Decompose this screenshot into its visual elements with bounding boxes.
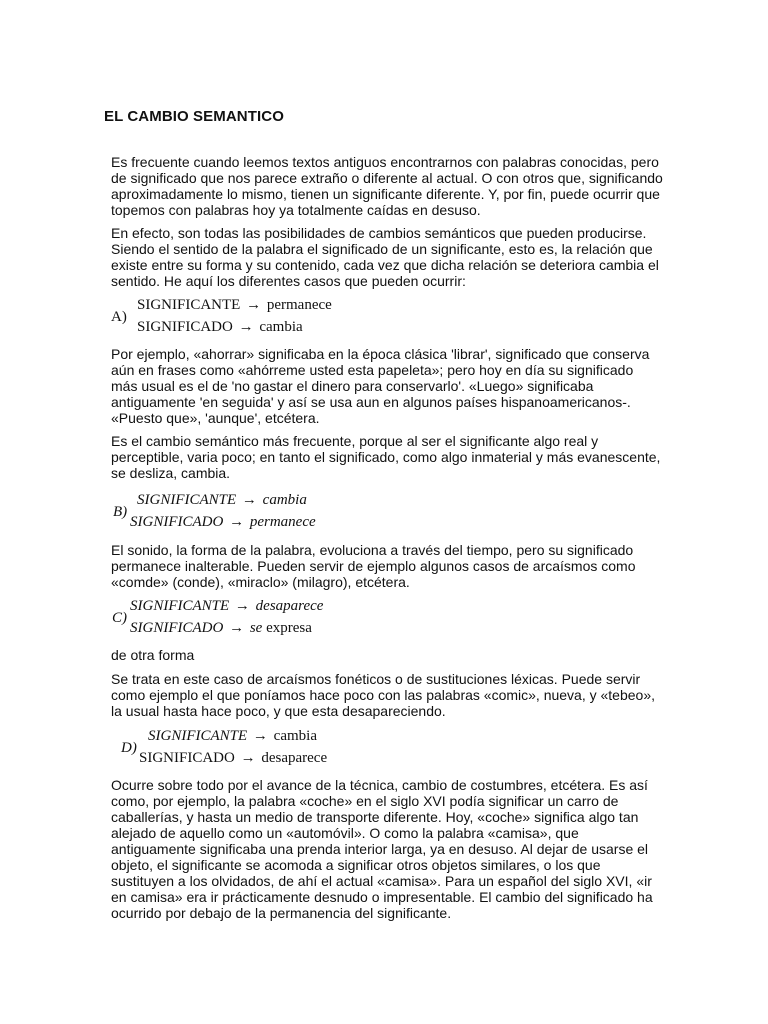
- text-line: caballerías, y hasta un medio de transporte diferente. Hoy, «coche» significa algo tan: [111, 809, 639, 825]
- arrow-icon: →: [229, 620, 245, 636]
- significado-result-italic: se: [249, 620, 263, 636]
- formula-top-row: [137, 492, 307, 509]
- text-line: Ocurre sobre todo por el avance de la técnica, cambio de costumbres, etcétera. Es así: [111, 777, 648, 793]
- text-line: de significado que nos parece extraño o diferente al actual. O con otros que, significando: [111, 170, 663, 186]
- significado-term: SIGNIFICADO: [139, 750, 235, 766]
- text-line: en camisa» era ir prácticamente desnudo o impresentable. El cambio del significado ha: [111, 889, 653, 905]
- significante-result: permanece: [266, 297, 332, 313]
- text-line: Es frecuente cuando leemos textos antiguos encontrarnos con palabras conocidas, pero: [111, 154, 659, 170]
- text-line: ocurrido por debajo de la permanencia del significante.: [111, 905, 452, 921]
- paragraph-frequent-change: [111, 433, 679, 481]
- text-line: «comde» (conde), «miraclo» (milagro), etcétera.: [111, 574, 410, 590]
- significante-term: SIGNIFICANTE: [137, 492, 237, 508]
- text-line: Es el cambio semántico más frecuente, porque al ser el significante algo real y: [111, 433, 599, 449]
- formula-bottom-row: [139, 750, 327, 767]
- significado-term: SIGNIFICADO: [137, 319, 233, 335]
- significado-term: SIGNIFICADO: [130, 620, 224, 636]
- significado-result: cambia: [259, 319, 303, 335]
- paragraph-lexical-substitution: [111, 671, 679, 719]
- formula-label: A): [111, 309, 127, 325]
- significado-result: expresa: [266, 620, 312, 636]
- arrow-icon: →: [241, 492, 257, 508]
- text-line: como, por ejemplo, la palabra «coche» en el siglo XVI podía significar un carro de: [111, 793, 619, 809]
- paragraph-possibilities: [111, 225, 679, 289]
- formula-label: D): [121, 740, 137, 756]
- text-line: como ejemplo el que poníamos hace poco con las palabras «comic», nueva, y «tebeo»,: [111, 687, 656, 703]
- page-title: EL CAMBIO SEMANTICO: [104, 108, 284, 125]
- text-line: Siendo el sentido de la palabra el significado de un significante, esto es, la relación que: [111, 241, 653, 257]
- significante-result: desaparece: [255, 598, 324, 614]
- formula-top-row: [148, 728, 317, 745]
- text-line: aún en frases como «ahórreme usted esta papeleta»; pero hoy en día su significado: [111, 362, 634, 378]
- arrow-icon: →: [234, 598, 250, 614]
- arrow-icon: →: [252, 728, 268, 744]
- text-line: «Puesto que», 'aunque', etcétera.: [111, 410, 320, 426]
- text-line: antiguamente significaba una prenda interior larga, ya en desuso. Al dejar de usarse el: [111, 841, 649, 857]
- significante-term: SIGNIFICANTE: [137, 297, 241, 313]
- text-line: más usual es el de 'no gastar el dinero para conservarlo'. «Luego» significaba: [111, 378, 594, 394]
- arrow-icon: →: [240, 750, 256, 766]
- text-line: topemos con palabras hoy ya totalmente caídas en desuso.: [111, 202, 481, 218]
- significado-result: permanece: [249, 514, 316, 530]
- text-line: antiguamente 'en seguida' y así se usa aun en algunos países hispanoamericanos-.: [111, 394, 631, 410]
- paragraph-example-ahorrar: [111, 346, 679, 426]
- significado-term: SIGNIFICADO: [130, 514, 224, 530]
- text-line: El sonido, la forma de la palabra, evoluciona a través del tiempo, pero su significado: [111, 542, 634, 558]
- arrow-icon: →: [246, 297, 262, 313]
- paragraph-intro: [111, 154, 679, 218]
- formula-label: B): [113, 504, 128, 520]
- text-line: aproximadamente lo mismo, tienen un significante diferente. Y, por fin, puede ocurrir que: [111, 186, 660, 202]
- text-line: existe entre su forma y su contenido, cada vez que dicha relación se deteriora cambia el: [111, 257, 659, 273]
- formula-bottom-row: [130, 514, 316, 531]
- formula-top-row: [130, 598, 323, 615]
- text-line: En efecto, son todas las posibilidades de cambios semánticos que pueden producirse.: [111, 225, 647, 241]
- text-line: objeto, el significante se acomoda a significar otros objetos similares, o los que: [111, 857, 601, 873]
- text-line: la usual hasta hace poco, y que esta desapareciendo.: [111, 703, 446, 719]
- text-line: alejado de aquello como un «automóvil». O como la palabra «camisa», que: [111, 825, 579, 841]
- text-line: sentido. He aquí los diferentes casos que pueden ocurrir:: [111, 273, 466, 289]
- formula-label: C): [112, 610, 127, 626]
- arrow-icon: →: [238, 319, 254, 335]
- text-line: se desliza, cambia.: [111, 465, 231, 481]
- arrow-icon: →: [229, 514, 245, 530]
- significante-term: SIGNIFICANTE: [130, 598, 230, 614]
- text-line: Se trata en este caso de arcaísmos fonéticos o de sustituciones léxicas. Puede servir: [111, 671, 641, 687]
- paragraph-technique: [111, 777, 679, 921]
- significante-result: cambia: [273, 728, 317, 744]
- formula-bottom-row: [137, 319, 303, 336]
- significante-term: SIGNIFICANTE: [148, 728, 248, 744]
- formula-top-row: [137, 297, 332, 314]
- significado-result: desaparece: [261, 750, 328, 766]
- text-line: sustituyen a los olvidados, de ahí el actual «camisa». Para un español del siglo XVI, «ir: [111, 873, 652, 889]
- significante-result: cambia: [262, 492, 307, 508]
- text-line: de otra forma: [111, 647, 195, 663]
- text-line: Por ejemplo, «ahorrar» significaba en la época clásica 'librar', significado que conserva: [111, 346, 650, 362]
- text-line: perceptible, varia poco; en tanto el significado, como algo inmaterial y más evanescente,: [111, 449, 661, 465]
- paragraph-other-form: [111, 647, 679, 663]
- formula-bottom-row: [130, 620, 312, 637]
- paragraph-archaisms: [111, 542, 679, 590]
- text-line: permanece inalterable. Pueden servir de ejemplo algunos casos de arcaísmos como: [111, 558, 636, 574]
